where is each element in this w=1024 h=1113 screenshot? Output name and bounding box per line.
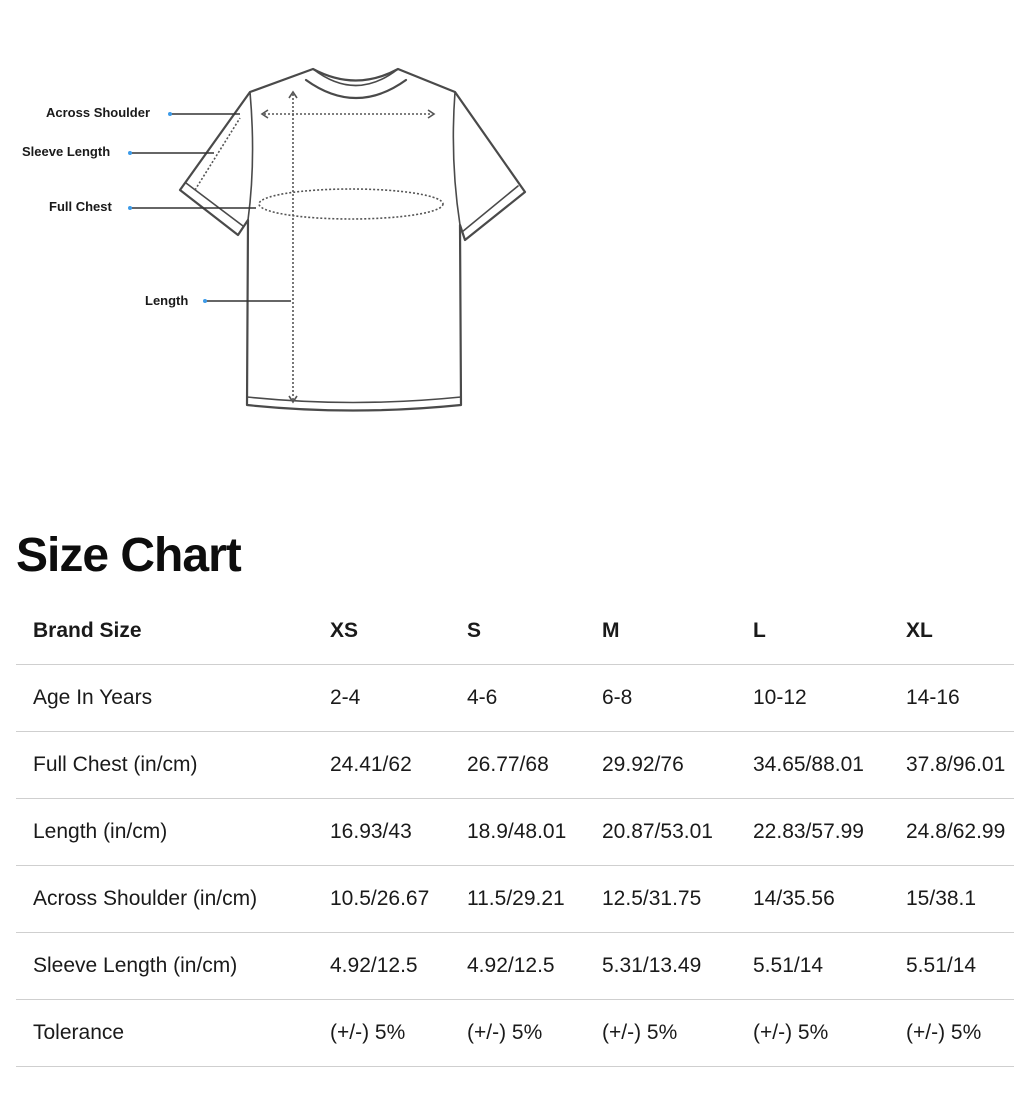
- table-cell: 5.51/14: [736, 933, 889, 1000]
- table-cell: 14/35.56: [736, 866, 889, 933]
- header-size-m: M: [585, 598, 736, 665]
- table-cell: 11.5/29.21: [450, 866, 585, 933]
- table-cell: 5.51/14: [889, 933, 1014, 1000]
- header-brand-size: Brand Size: [16, 598, 313, 665]
- table-row: [16, 866, 1014, 933]
- table-cell: 22.83/57.99: [736, 799, 889, 866]
- table-cell: 6-8: [585, 665, 736, 732]
- table-cell: (+/-) 5%: [313, 1000, 450, 1067]
- row-label: Age In Years: [16, 665, 313, 732]
- table-cell: (+/-) 5%: [889, 1000, 1014, 1067]
- header-size-l: L: [736, 598, 889, 665]
- table-cell: 37.8/96.01: [889, 732, 1014, 799]
- table-cell: 4.92/12.5: [450, 933, 585, 1000]
- measurement-guides: [195, 94, 443, 400]
- table-cell: 29.92/76: [585, 732, 736, 799]
- table-cell: 24.41/62: [313, 732, 450, 799]
- table-cell: 26.77/68: [450, 732, 585, 799]
- label-full-chest: Full Chest: [49, 199, 112, 214]
- table-cell: 5.31/13.49: [585, 933, 736, 1000]
- table-row: [16, 933, 1014, 1000]
- row-label: Full Chest (in/cm): [16, 732, 313, 799]
- label-length: Length: [145, 293, 189, 308]
- label-across-shoulder: Across Shoulder: [46, 105, 151, 120]
- leader-lines: [130, 114, 291, 301]
- table-cell: 10.5/26.67: [313, 866, 450, 933]
- table-cell: 12.5/31.75: [585, 866, 736, 933]
- tshirt-outline: [180, 69, 525, 411]
- row-label: Tolerance: [16, 1000, 313, 1067]
- table-cell: 34.65/88.01: [736, 732, 889, 799]
- table-cell: (+/-) 5%: [450, 1000, 585, 1067]
- header-size-xl: XL: [889, 598, 1014, 665]
- table-cell: (+/-) 5%: [736, 1000, 889, 1067]
- row-label: Across Shoulder (in/cm): [16, 866, 313, 933]
- label-sleeve-length: Sleeve Length: [22, 144, 111, 159]
- table-cell: 14-16: [889, 665, 1014, 732]
- table-row: [16, 1000, 1014, 1067]
- table-cell: 4.92/12.5: [313, 933, 450, 1000]
- page-title: Size Chart: [16, 529, 241, 582]
- table-cell: (+/-) 5%: [585, 1000, 736, 1067]
- table-cell: 4-6: [450, 665, 585, 732]
- header-size-xs: XS: [313, 598, 450, 665]
- row-label: Sleeve Length (in/cm): [16, 933, 313, 1000]
- table-row: [16, 799, 1014, 866]
- size-chart-table: [16, 598, 1014, 1067]
- tshirt-measurement-diagram: [0, 0, 560, 440]
- table-cell: 2-4: [313, 665, 450, 732]
- table-header-row: [16, 598, 1014, 665]
- table-cell: 24.8/62.99: [889, 799, 1014, 866]
- table-cell: 15/38.1: [889, 866, 1014, 933]
- tshirt-diagram-svg: [0, 0, 560, 440]
- table-row: [16, 665, 1014, 732]
- table-cell: 18.9/48.01: [450, 799, 585, 866]
- table-row: [16, 732, 1014, 799]
- row-label: Length (in/cm): [16, 799, 313, 866]
- header-size-s: S: [450, 598, 585, 665]
- table-cell: 20.87/53.01: [585, 799, 736, 866]
- table-cell: 16.93/43: [313, 799, 450, 866]
- measurement-arrowheads: [262, 92, 434, 402]
- table-cell: 10-12: [736, 665, 889, 732]
